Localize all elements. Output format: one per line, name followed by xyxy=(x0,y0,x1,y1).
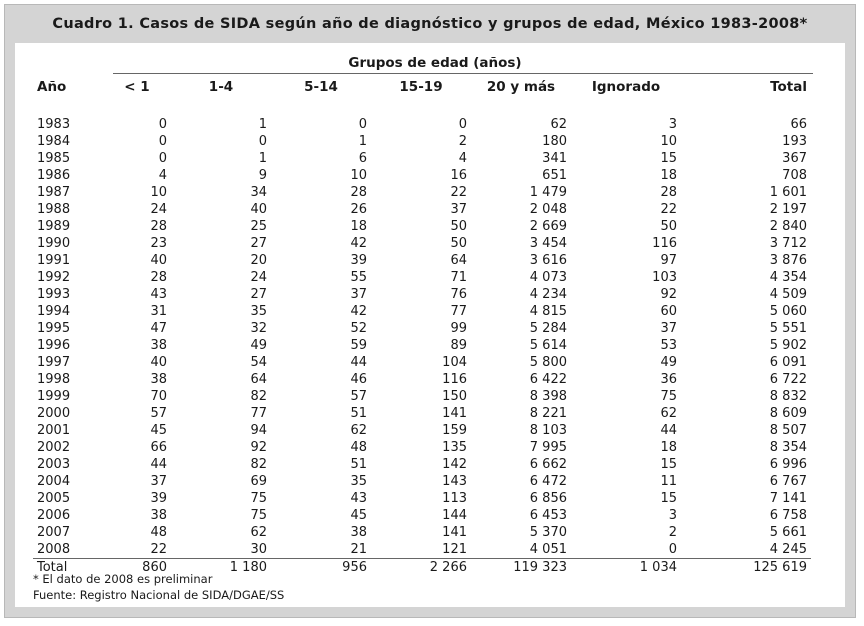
table-cell: 8 354 xyxy=(769,440,807,455)
table-cell: 367 xyxy=(782,151,807,166)
row-label-cell: 1995 xyxy=(37,321,71,336)
table-cell: 6 472 xyxy=(529,474,567,489)
table-cell: 43 xyxy=(150,287,167,302)
table-cell: 8 832 xyxy=(769,389,807,404)
table-cell: 50 xyxy=(450,236,467,251)
table-cell: 42 xyxy=(350,236,367,251)
table-cell: 2 840 xyxy=(769,219,807,234)
table-cell: 40 xyxy=(150,355,167,370)
table-cell: 8 398 xyxy=(529,389,567,404)
table-cell: 5 661 xyxy=(769,525,807,540)
table-row xyxy=(33,303,811,320)
column-header-15-19: 15-19 xyxy=(399,79,443,95)
table-cell: 3 876 xyxy=(769,253,807,268)
table-cell: 75 xyxy=(250,491,267,506)
table-cell: 2 xyxy=(668,525,677,540)
table-cell: 28 xyxy=(660,185,677,200)
table-row xyxy=(33,133,811,150)
table-cell: 2 197 xyxy=(769,202,807,217)
table-cell: 0 xyxy=(458,117,467,132)
table-cell: 46 xyxy=(350,372,367,387)
header-row xyxy=(33,75,811,99)
table-cell: 4 051 xyxy=(529,542,567,557)
table-cell: 5 800 xyxy=(529,355,567,370)
table-cell: 0 xyxy=(158,117,167,132)
table-cell: 57 xyxy=(350,389,367,404)
table-row xyxy=(33,524,811,541)
table-row xyxy=(33,490,811,507)
table-cell: 1 479 xyxy=(529,185,567,200)
row-label-cell: 1992 xyxy=(37,270,71,285)
table-cell: 142 xyxy=(442,457,467,472)
table-cell: 44 xyxy=(150,457,167,472)
table-cell: 75 xyxy=(660,389,677,404)
table-row xyxy=(33,286,811,303)
table-row xyxy=(33,184,811,201)
table-title: Cuadro 1. Casos de SIDA según año de diagnóstico y grupos de edad, México 1983-2008* xyxy=(52,16,808,32)
table-row xyxy=(33,456,811,473)
table-cell: 18 xyxy=(660,440,677,455)
table-cell: 150 xyxy=(442,389,467,404)
table-cell: 141 xyxy=(442,406,467,421)
table-cell: 43 xyxy=(350,491,367,506)
table-cell: 18 xyxy=(660,168,677,183)
row-label-cell: 1990 xyxy=(37,236,71,251)
table-body xyxy=(33,99,811,576)
table-cell: 1 601 xyxy=(769,185,807,200)
table-cell: 6 091 xyxy=(769,355,807,370)
table-cell: 71 xyxy=(450,270,467,285)
table-row xyxy=(33,405,811,422)
table-cell: 10 xyxy=(150,185,167,200)
table-cell: 60 xyxy=(660,304,677,319)
row-label-cell: 2000 xyxy=(37,406,71,421)
source-note: Fuente: Registro Nacional de SIDA/DGAE/SS xyxy=(33,588,285,602)
table-cell: 38 xyxy=(150,338,167,353)
table-cell: 6 722 xyxy=(769,372,807,387)
table-cell: 94 xyxy=(250,423,267,438)
table-cell: 180 xyxy=(542,134,567,149)
table-cell: 92 xyxy=(250,440,267,455)
table-cell: 15 xyxy=(660,151,677,166)
table-cell: 119 323 xyxy=(471,559,571,577)
table-row xyxy=(33,422,811,439)
table-cell: 8 507 xyxy=(769,423,807,438)
table-cell: 62 xyxy=(660,406,677,421)
table-cell: 8 609 xyxy=(769,406,807,421)
table-cell: 4 815 xyxy=(529,304,567,319)
table-cell: 6 767 xyxy=(769,474,807,489)
table-cell: 75 xyxy=(250,508,267,523)
table-cell: 708 xyxy=(782,168,807,183)
table-cell: 16 xyxy=(450,168,467,183)
row-label-cell: 1993 xyxy=(37,287,71,302)
column-header-1-4: 1-4 xyxy=(208,79,234,95)
row-label-cell: 2005 xyxy=(37,491,71,506)
data-table xyxy=(33,75,811,576)
table-cell: 103 xyxy=(652,270,677,285)
table-cell: 66 xyxy=(790,117,807,132)
table-cell: 31 xyxy=(150,304,167,319)
table-row xyxy=(33,354,811,371)
table-cell: 51 xyxy=(350,457,367,472)
table-row xyxy=(33,507,811,524)
row-label-cell: 1998 xyxy=(37,372,71,387)
table-cell: 38 xyxy=(150,508,167,523)
column-header-5-14: 5-14 xyxy=(304,79,338,95)
row-label-cell: 1991 xyxy=(37,253,71,268)
table-cell: 30 xyxy=(250,542,267,557)
table-cell: 15 xyxy=(660,491,677,506)
table-cell: 22 xyxy=(450,185,467,200)
table-cell: 860 xyxy=(103,559,171,577)
table-cell: 1 xyxy=(258,117,267,132)
row-label-cell: 2002 xyxy=(37,440,71,455)
table-cell: 38 xyxy=(350,525,367,540)
row-label-cell: 1994 xyxy=(37,304,71,319)
table-cell: 37 xyxy=(150,474,167,489)
table-cell: 55 xyxy=(350,270,367,285)
row-label-cell: 1997 xyxy=(37,355,71,370)
table-cell: 45 xyxy=(150,423,167,438)
table-cell: 28 xyxy=(150,270,167,285)
table-row xyxy=(33,439,811,456)
row-label-cell: 1999 xyxy=(37,389,71,404)
table-cell: 62 xyxy=(250,525,267,540)
table-cell: 0 xyxy=(358,117,367,132)
table-cell: 0 xyxy=(158,151,167,166)
table-cell: 35 xyxy=(350,474,367,489)
table-cell: 6 996 xyxy=(769,457,807,472)
row-label-cell: 1996 xyxy=(37,338,71,353)
table-cell: 54 xyxy=(250,355,267,370)
table-row xyxy=(33,320,811,337)
table-row xyxy=(33,201,811,218)
table-cell: 104 xyxy=(442,355,467,370)
table-notes xyxy=(33,571,284,603)
table-cell: 62 xyxy=(350,423,367,438)
row-label-cell: 2008 xyxy=(37,542,71,557)
table-cell: 116 xyxy=(652,236,677,251)
table-row xyxy=(33,473,811,490)
table-cell: 9 xyxy=(258,168,267,183)
table-cell: 82 xyxy=(250,457,267,472)
table-cell: 69 xyxy=(250,474,267,489)
table-cell: 26 xyxy=(350,202,367,217)
table-cell: 8 103 xyxy=(529,423,567,438)
table-cell: 77 xyxy=(250,406,267,421)
table-cell: 1 034 xyxy=(571,559,681,577)
table-cell: 10 xyxy=(660,134,677,149)
table-cell: 6 453 xyxy=(529,508,567,523)
table-cell: 24 xyxy=(150,202,167,217)
table-cell: 0 xyxy=(258,134,267,149)
table-cell: 48 xyxy=(150,525,167,540)
row-label-cell: 1985 xyxy=(37,151,71,166)
table-cell: 62 xyxy=(550,117,567,132)
table-cell: 5 551 xyxy=(769,321,807,336)
row-label-cell: 2004 xyxy=(37,474,71,489)
table-cell: 4 073 xyxy=(529,270,567,285)
table-cell: 1 xyxy=(258,151,267,166)
table-cell: 8 221 xyxy=(529,406,567,421)
table-row xyxy=(33,235,811,252)
table-cell: 10 xyxy=(350,168,367,183)
table-cell: 3 712 xyxy=(769,236,807,251)
row-label-cell: 2006 xyxy=(37,508,71,523)
table-cell: 45 xyxy=(350,508,367,523)
row-label-cell: Total xyxy=(33,559,103,577)
table-cell: 4 xyxy=(158,168,167,183)
table-row xyxy=(33,218,811,235)
table-cell: 39 xyxy=(350,253,367,268)
table-cell: 2 266 xyxy=(371,559,471,577)
table-cell: 36 xyxy=(660,372,677,387)
table-cell: 341 xyxy=(542,151,567,166)
table-cell: 3 454 xyxy=(529,236,567,251)
table-cell: 193 xyxy=(782,134,807,149)
table-cell: 2 048 xyxy=(529,202,567,217)
table-cell: 76 xyxy=(450,287,467,302)
table-row xyxy=(33,269,811,286)
table-cell: 5 370 xyxy=(529,525,567,540)
table-cell: 4 509 xyxy=(769,287,807,302)
table-cell: 99 xyxy=(450,321,467,336)
table-cell: 135 xyxy=(442,440,467,455)
table-cell: 49 xyxy=(250,338,267,353)
table-cell: 64 xyxy=(450,253,467,268)
table-cell: 82 xyxy=(250,389,267,404)
table-row xyxy=(33,150,811,167)
row-label-cell: 1989 xyxy=(37,219,71,234)
table-cell: 141 xyxy=(442,525,467,540)
table-cell: 116 xyxy=(442,372,467,387)
table-cell: 57 xyxy=(150,406,167,421)
table-cell: 64 xyxy=(250,372,267,387)
table-cell: 27 xyxy=(250,236,267,251)
table-cell: 25 xyxy=(250,219,267,234)
row-label-cell: 1986 xyxy=(37,168,71,183)
table-cell: 1 xyxy=(358,134,367,149)
table-cell: 6 xyxy=(358,151,367,166)
table-cell: 52 xyxy=(350,321,367,336)
table-cell: 7 995 xyxy=(529,440,567,455)
table-cell: 4 354 xyxy=(769,270,807,285)
table-cell: 21 xyxy=(350,542,367,557)
table-cell: 44 xyxy=(350,355,367,370)
table-sheet xyxy=(15,43,845,607)
table-cell: 37 xyxy=(660,321,677,336)
table-cell: 5 060 xyxy=(769,304,807,319)
table-cell: 651 xyxy=(542,168,567,183)
row-label-cell: 1983 xyxy=(37,117,71,132)
table-cell: 39 xyxy=(150,491,167,506)
table-cell: 47 xyxy=(150,321,167,336)
table-cell: 40 xyxy=(250,202,267,217)
table-cell: 5 614 xyxy=(529,338,567,353)
table-cell: 22 xyxy=(150,542,167,557)
table-cell: 125 619 xyxy=(681,559,811,577)
table-cell: 6 662 xyxy=(529,457,567,472)
table-cell: 23 xyxy=(150,236,167,251)
table-row xyxy=(33,252,811,269)
table-cell: 50 xyxy=(450,219,467,234)
column-header-under-1: < 1 xyxy=(124,79,150,95)
table-cell: 5 284 xyxy=(529,321,567,336)
table-cell: 6 758 xyxy=(769,508,807,523)
group-header-underline xyxy=(113,73,813,74)
table-row xyxy=(33,388,811,405)
table-cell: 3 xyxy=(668,117,677,132)
table-cell: 956 xyxy=(271,559,371,577)
table-cell: 4 xyxy=(458,151,467,166)
table-cell: 4 234 xyxy=(529,287,567,302)
table-cell: 77 xyxy=(450,304,467,319)
row-label-cell: 2007 xyxy=(37,525,71,540)
table-cell: 35 xyxy=(250,304,267,319)
table-cell: 2 669 xyxy=(529,219,567,234)
column-header-total: Total xyxy=(770,79,807,95)
table-row xyxy=(33,116,811,133)
table-row xyxy=(33,167,811,184)
table-cell: 3 616 xyxy=(529,253,567,268)
preliminary-note: * El dato de 2008 es preliminar xyxy=(33,572,213,586)
row-label-cell: 1988 xyxy=(37,202,71,217)
table-cell: 159 xyxy=(442,423,467,438)
table-cell: 28 xyxy=(350,185,367,200)
table-cell: 37 xyxy=(450,202,467,217)
table-cell: 66 xyxy=(150,440,167,455)
spacer-row xyxy=(33,99,811,116)
table-cell: 113 xyxy=(442,491,467,506)
table-cell: 6 856 xyxy=(529,491,567,506)
column-header-ignorado: Ignorado xyxy=(591,79,661,95)
table-cell: 0 xyxy=(668,542,677,557)
table-cell: 97 xyxy=(660,253,677,268)
table-cell: 38 xyxy=(150,372,167,387)
table-cell: 7 141 xyxy=(769,491,807,506)
table-cell: 48 xyxy=(350,440,367,455)
table-cell: 49 xyxy=(660,355,677,370)
table-row xyxy=(33,541,811,559)
table-cell: 59 xyxy=(350,338,367,353)
row-label-cell: 2003 xyxy=(37,457,71,472)
table-cell: 42 xyxy=(350,304,367,319)
table-cell: 18 xyxy=(350,219,367,234)
table-cell: 89 xyxy=(450,338,467,353)
table-cell: 28 xyxy=(150,219,167,234)
table-cell: 44 xyxy=(660,423,677,438)
table-cell: 5 902 xyxy=(769,338,807,353)
table-cell: 22 xyxy=(660,202,677,217)
table-cell: 6 422 xyxy=(529,372,567,387)
table-cell: 53 xyxy=(660,338,677,353)
table-cell: 70 xyxy=(150,389,167,404)
table-cell: 40 xyxy=(150,253,167,268)
row-label-cell: 1987 xyxy=(37,185,71,200)
table-cell: 121 xyxy=(442,542,467,557)
row-label-cell: 2001 xyxy=(37,423,71,438)
column-header-20-plus: 20 y más xyxy=(486,79,556,95)
table-cell: 11 xyxy=(660,474,677,489)
table-cell: 51 xyxy=(350,406,367,421)
table-cell: 27 xyxy=(250,287,267,302)
table-cell: 37 xyxy=(350,287,367,302)
table-cell: 50 xyxy=(660,219,677,234)
row-label-cell: 1984 xyxy=(37,134,71,149)
table-cell: 32 xyxy=(250,321,267,336)
table-cell: 20 xyxy=(250,253,267,268)
table-cell: 15 xyxy=(660,457,677,472)
table-cell: 3 xyxy=(668,508,677,523)
table-cell: 144 xyxy=(442,508,467,523)
table-cell: 92 xyxy=(660,287,677,302)
table-cell: 2 xyxy=(458,134,467,149)
table-row xyxy=(33,371,811,388)
table-cell: 143 xyxy=(442,474,467,489)
column-header-year: Año xyxy=(37,79,67,95)
table-cell: 0 xyxy=(158,134,167,149)
table-frame xyxy=(4,4,856,618)
table-cell: 4 245 xyxy=(769,542,807,557)
table-row xyxy=(33,337,811,354)
table-cell: 1 180 xyxy=(171,559,271,577)
table-cell: 24 xyxy=(250,270,267,285)
table-cell: 34 xyxy=(250,185,267,200)
group-header: Grupos de edad (años) xyxy=(348,55,522,71)
